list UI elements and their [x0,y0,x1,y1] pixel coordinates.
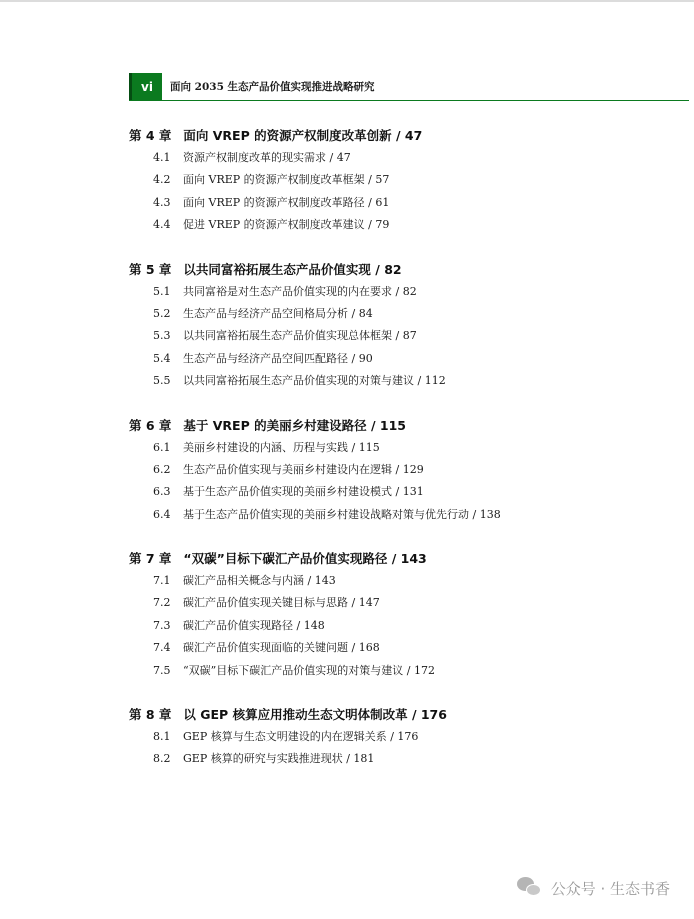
chapter-title[interactable] [129,704,659,726]
section-number: 7.2 [153,596,171,610]
section-page: / 181 [346,752,375,766]
section-title: 生态产品价值实现与美丽乡村建设内在逻辑 [183,462,392,476]
section-title: 以共同富裕拓展生态产品价值实现总体框架 [183,329,392,343]
section-page: / 143 [307,574,336,588]
section-title: GEP 核算的研究与实践推进现状 [183,752,343,766]
section-number: 5.4 [153,351,171,365]
chapter-number: 第 7 章 [129,551,172,567]
section-number: 4.3 [153,195,171,209]
section-page: / 47 [329,151,351,164]
section-page: / 90 [351,351,373,365]
chapter-title-text: 以共同富裕拓展生态产品价值实现 [183,261,371,277]
section-page: / 168 [351,641,380,655]
section-page: / 57 [368,173,390,187]
running-header [129,73,375,100]
chapter-block [129,415,659,527]
chapter-title-text: 面向 VREP 的资源产权制度改革创新 [183,128,392,143]
watermark-text: 公众号 · 生态书香 [550,879,670,898]
section-number: 8.2 [153,752,171,766]
section-page: / 61 [368,195,390,209]
section-page: / 176 [390,730,419,744]
chapter-title[interactable] [129,415,659,437]
toc-entry[interactable] [129,192,659,214]
section-number: 7.5 [153,663,171,677]
section-title: 碳汇产品价值实现面临的关键问题 [183,641,348,655]
chapter-page: / 143 [391,551,427,567]
toc-entry[interactable] [129,660,659,682]
wechat-icon [517,877,543,899]
chapter-title-text: 以 GEP 核算应用推动生态文明体制改革 [183,707,408,723]
running-title: 面向 2035 生态产品价值实现推进战略研究 [170,81,375,93]
chapter-number: 第 5 章 [129,261,172,277]
toc-entry[interactable] [129,281,659,303]
table-of-contents [129,125,659,793]
section-title: 以共同富裕拓展生态产品价值实现的对策与建议 [183,374,414,388]
toc-entry[interactable] [129,437,659,459]
chapter-block [129,125,659,237]
section-page: / 131 [395,485,424,499]
section-page: / 147 [351,596,380,610]
toc-entry[interactable] [129,303,659,325]
top-rule [0,0,694,2]
section-title: 美丽乡村建设的内涵、历程与实践 [183,440,348,454]
section-page: / 87 [395,329,417,343]
toc-entry[interactable] [129,169,659,191]
toc-entry[interactable] [129,592,659,614]
section-page: / 82 [395,284,417,298]
section-number: 5.3 [153,329,171,343]
section-title: 生态产品与经济产品空间格局分析 [183,306,348,320]
section-title: 碳汇产品价值实现路径 [183,618,293,632]
section-number: 4.2 [153,173,171,187]
chapter-number: 第 4 章 [129,128,172,143]
section-page: / 115 [351,440,380,454]
chapter-page: / 115 [370,417,406,433]
section-number: 6.2 [153,462,171,476]
chapter-block [129,704,659,771]
chapter-page: / 47 [395,128,423,143]
section-number: 7.4 [153,641,171,655]
section-number: 8.1 [153,730,171,744]
section-number: 6.1 [153,440,171,454]
section-title: 面向 VREP 的资源产权制度改革框架 [183,173,365,187]
section-title: GEP 核算与生态文明建设的内在逻辑关系 [183,730,387,744]
section-title: 基于生态产品价值实现的美丽乡村建设模式 [183,485,392,499]
toc-entry[interactable] [129,726,659,748]
section-page: / 129 [395,462,424,476]
toc-entry[interactable] [129,459,659,481]
toc-entry[interactable] [129,370,659,392]
toc-entry[interactable] [129,325,659,347]
section-title: “双碳”目标下碳汇产品价值实现的对策与建议 [183,663,404,677]
section-number: 6.3 [153,485,171,499]
chapter-title-text: “双碳”目标下碳汇产品价值实现路径 [183,551,388,567]
chapter-page: / 176 [411,707,447,723]
section-number: 7.1 [153,574,171,588]
chapter-block [129,259,659,393]
toc-entry[interactable] [129,615,659,637]
chapter-title[interactable] [129,125,659,147]
header-rule [129,100,689,101]
section-number: 5.1 [153,284,171,298]
chapter-number: 第 8 章 [129,707,172,723]
toc-entry[interactable] [129,214,659,236]
chapter-title-text: 基于 VREP 的美丽乡村建设路径 [183,417,367,433]
section-title: 促进 VREP 的资源产权制度改革建议 [183,218,365,232]
section-number: 4.4 [153,218,171,232]
watermark [517,877,670,899]
section-number: 4.1 [153,151,171,164]
section-number: 5.5 [153,374,171,388]
chapter-block [129,548,659,682]
toc-entry[interactable] [129,504,659,526]
toc-entry[interactable] [129,637,659,659]
chapter-number: 第 6 章 [129,417,172,433]
toc-entry[interactable] [129,481,659,503]
section-title: 共同富裕是对生态产品价值实现的内在要求 [183,284,392,298]
section-page: / 84 [351,306,373,320]
toc-entry[interactable] [129,748,659,770]
section-title: 生态产品与经济产品空间匹配路径 [183,351,348,365]
section-title: 基于生态产品价值实现的美丽乡村建设战略对策与优先行动 [183,507,469,521]
chapter-page: / 82 [375,261,402,277]
chapter-title[interactable] [129,259,659,281]
section-number: 7.3 [153,618,171,632]
toc-entry[interactable] [129,348,659,370]
section-title: 碳汇产品价值实现关键目标与思路 [183,596,348,610]
section-title: 碳汇产品相关概念与内涵 [183,574,304,588]
section-title: 面向 VREP 的资源产权制度改革路径 [183,195,365,209]
section-number: 6.4 [153,507,171,521]
section-title: 资源产权制度改革的现实需求 [183,151,326,164]
section-page: / 112 [417,374,446,388]
section-number: 5.2 [153,306,171,320]
section-page: / 138 [472,507,501,521]
section-page: / 172 [406,663,435,677]
section-page: / 148 [296,618,325,632]
chapter-title[interactable] [129,548,659,570]
toc-entry[interactable] [129,147,659,169]
page-number-badge: vi [129,73,162,100]
section-page: / 79 [368,218,390,232]
toc-entry[interactable] [129,570,659,592]
